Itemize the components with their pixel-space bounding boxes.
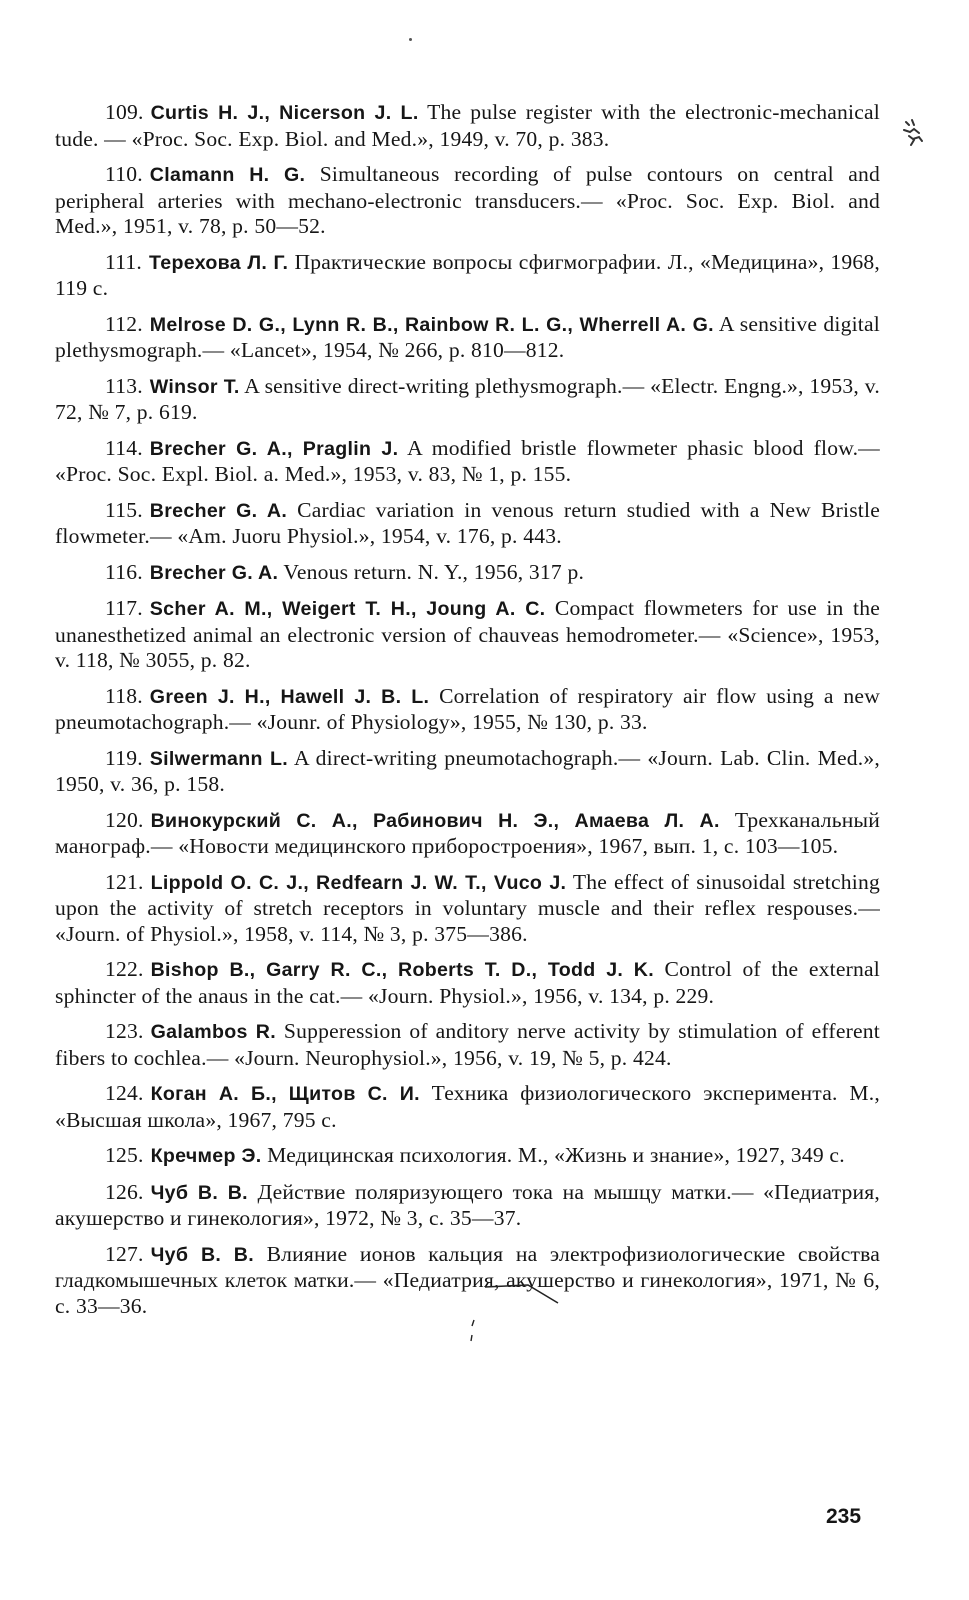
reference-entry	[55, 957, 880, 1009]
reference-entry	[55, 1180, 880, 1232]
reference-entry	[55, 560, 880, 587]
reference-entry	[55, 436, 880, 488]
reference-text: Техника физиологического эксперимента. М., «Высшая школа», 1967, 795 с.	[55, 1081, 880, 1132]
reference-entry	[55, 808, 880, 860]
reference-number: 125.	[105, 1143, 144, 1167]
reference-text: A modified bristle flowmeter phasic blood flow.— «Proc. Soc. Expl. Biol. a. Med.», 1953, v. 83, № 1, p. 155.	[55, 435, 880, 486]
reference-text: Correlation of respiratory air flow using a new pneumotachograph.— «Jounr. of Physiology», 1955, № 130, p. 33.	[55, 683, 880, 734]
reference-text: Supperession of anditory nerve activity by stimulation of efferent fibers to cochlea.— «Journ. Neurophysiol.», 1956, v. 19, № 5, p. 424.	[55, 1019, 880, 1070]
reference-entry	[55, 596, 880, 674]
reference-number: 112.	[105, 311, 143, 336]
reference-number: 113.	[105, 373, 143, 398]
reference-number: 124.	[105, 1081, 144, 1105]
reference-entry	[55, 870, 880, 948]
reference-entry	[55, 100, 880, 152]
reference-number: 115.	[105, 497, 143, 522]
reference-entry	[55, 162, 880, 240]
pen-strike-mark	[470, 1265, 590, 1355]
reference-number: 119.	[105, 745, 143, 770]
reference-entry	[55, 498, 880, 550]
reference-authors: Brecher G. A., Praglin J.	[149, 437, 399, 460]
reference-authors: Винокурский С. А., Рабинович Н. Э., Амаева Л. А.	[150, 809, 720, 832]
reference-authors: Scher A. M., Weigert T. H., Joung A. C.	[149, 598, 546, 620]
reference-text: Влияние ионов кальция на электрофизиологические свойства гладкомышечных клеток матки.— «Педиатрия, акушерство и гинекология», 1971, № 6, с. 33—36.	[55, 1241, 881, 1318]
reference-authors: Green J. H., Hawell J. B. L.	[149, 685, 430, 708]
reference-number: 116.	[105, 559, 143, 584]
reference-authors: Melrose D. G., Lynn R. B., Rainbow R. L. G., Wherrell A. G.	[149, 313, 714, 336]
reference-number: 126.	[105, 1179, 144, 1204]
reference-authors: Чуб В. В.	[150, 1181, 248, 1204]
reference-authors: Lippold O. C. J., Redfearn J. W. T., Vuco J.	[150, 871, 567, 894]
reference-number: 117.	[105, 596, 143, 620]
reference-entry	[55, 1081, 880, 1133]
speck-mark	[409, 38, 412, 41]
reference-number: 127.	[105, 1241, 144, 1266]
reference-text: Действие поляризующего тока на мышцу матки.— «Педиатрия, акушерство и гинекология», 1972, № 3, с. 35—37.	[55, 1179, 880, 1230]
reference-number: 111.	[105, 249, 142, 274]
reference-number: 110.	[105, 162, 143, 186]
reference-authors: Терехова Л. Г.	[149, 251, 289, 274]
reference-entry	[55, 374, 880, 426]
reference-number: 121.	[105, 869, 144, 894]
reference-text: Практические вопросы сфигмографии. Л., «Медицина», 1968, 119 с.	[55, 249, 880, 300]
reference-text: Compact flowmeters for use in the unanesthetized animal an electronic version of chauveas hemodrometer.— «Science», 1953, v. 118, № 3055, p. 82.	[55, 596, 880, 672]
reference-authors: Clamann H. G.	[149, 164, 306, 186]
reference-authors: Кречмер Э.	[150, 1145, 262, 1167]
reference-authors: Коган А. Б., Щитов С. И.	[150, 1083, 420, 1105]
reference-entry	[55, 250, 880, 302]
reference-number: 120.	[105, 807, 144, 832]
reference-text: Cardiac variation in venous return studied with a New Bristle flowmeter.— «Am. Juoru Physiol.», 1954, v. 176, p. 443.	[55, 497, 880, 548]
reference-number: 122.	[105, 957, 144, 981]
reference-entry	[55, 1143, 880, 1170]
reference-entry	[55, 1019, 880, 1071]
reference-text: The effect of sinusoidal stretching upon the activity of stretch receptors in voluntary muscle and their reflex respouses.— «Journ. of Physiol.», 1958, v. 114, № 3, p. 375—386.	[55, 869, 880, 946]
reference-entry	[55, 684, 880, 736]
reference-entry	[55, 312, 880, 364]
reference-text: Медицинская психология. М., «Жизнь и знание», 1927, 349 с.	[267, 1143, 845, 1167]
reference-text: Simultaneous recording of pulse contours on central and peripheral arteries with mechano-electronic transducers.— «Proc. Soc. Exp. Biol. and Med.», 1951, v. 78, p. 50—52.	[55, 162, 880, 238]
reference-list	[55, 100, 880, 1329]
reference-text: A sensitive digital plethysmograph.— «Lancet», 1954, № 266, p. 810—812.	[55, 311, 880, 362]
ink-smudge	[900, 118, 926, 148]
page-number: 235	[826, 1505, 862, 1528]
reference-text: A sensitive direct-writing plethysmograph.— «Electr. Engng.», 1953, v. 72, № 7, p. 619.	[55, 373, 880, 424]
reference-authors: Bishop B., Garry R. C., Roberts T. D., Todd J. K.	[150, 959, 654, 981]
reference-text: The pulse register with the electronic-mechanical tude. — «Proc. Soc. Exp. Biol. and Med.», 1949, v. 70, p. 383.	[55, 100, 880, 151]
reference-number: 114.	[105, 435, 143, 460]
reference-text: Control of the external sphincter of the anaus in the cat.— «Journ. Physiol.», 1956, v. 134, p. 229.	[55, 957, 880, 1008]
reference-number: 118.	[105, 683, 143, 708]
reference-authors: Winsor T.	[149, 375, 240, 398]
reference-entry	[55, 1242, 880, 1320]
reference-text: A direct-writing pneumotachograph.— «Journ. Lab. Clin. Med.», 1950, v. 36, p. 158.	[55, 745, 880, 796]
reference-authors: Чуб В. В.	[150, 1243, 255, 1266]
reference-text: Трехканальный манограф.— «Новости медицинского приборостроения», 1967, вып. 1, с. 103—105.	[55, 807, 880, 858]
reference-authors: Silwermann L.	[149, 747, 289, 770]
reference-authors: Brecher G. A.	[149, 499, 288, 522]
reference-authors: Galambos R.	[150, 1021, 276, 1043]
reference-authors: Curtis H. J., Nicerson J. L.	[150, 102, 419, 124]
reference-authors: Brecher G. A.	[149, 561, 279, 584]
reference-text: Venous return. N. Y., 1956, 317 p.	[283, 559, 585, 584]
reference-number: 109.	[105, 100, 144, 124]
reference-entry	[55, 746, 880, 798]
reference-number: 123.	[105, 1019, 144, 1043]
